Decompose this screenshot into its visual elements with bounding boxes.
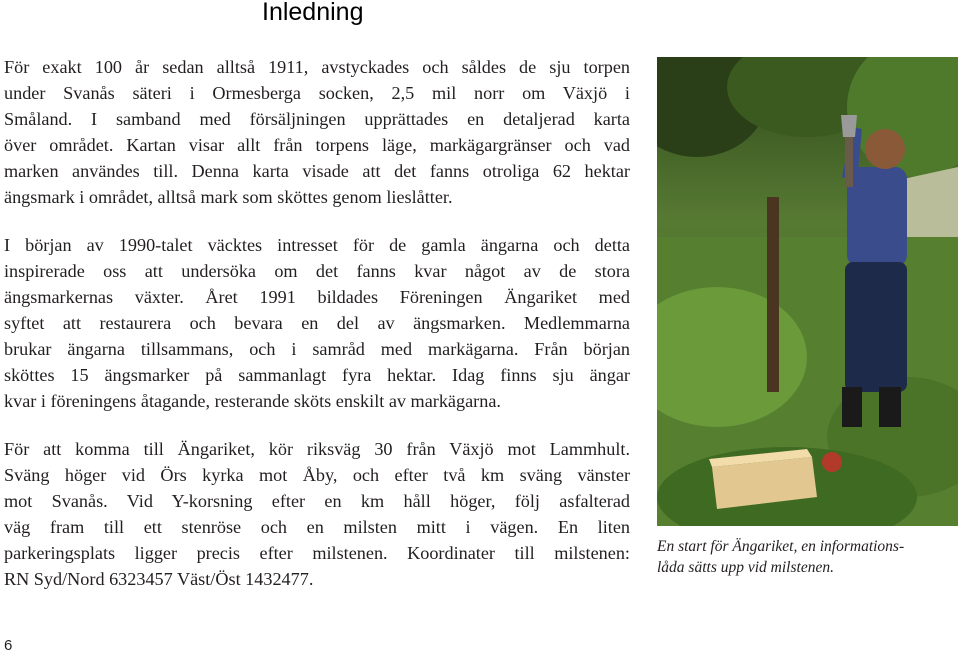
text-line: väg fram till ett stenröse och en milsten mitt i vägen. En liten (4, 517, 630, 537)
text-line: kvar i föreningens åtagande, resterande sköts enskilt av markägarna. (4, 391, 501, 411)
photo-illustration (657, 57, 958, 526)
text-line: syftet att restaurera och bevara en del av ängsmarken. Medlemmarna (4, 313, 630, 333)
intro-paragraph-1 (4, 54, 630, 210)
text-line: För att komma till Ängariket, kör riksväg 30 från Växjö mot Lammhult. (4, 439, 630, 459)
photo-caption (657, 536, 957, 578)
page-heading: Inledning (262, 0, 364, 26)
text-line: ängsmarkernas växter. Året 1991 bildades Föreningen Ängariket med (4, 287, 630, 307)
page-number: 6 (4, 637, 13, 654)
caption-line: låda sätts upp vid milstenen. (657, 559, 834, 576)
text-line: över området. Kartan visar allt från torpens läge, markägargränser och vad (4, 135, 630, 155)
photo-man-setting-post (657, 57, 958, 526)
text-line: RN Syd/Nord 6323457 Väst/Öst 1432477. (4, 569, 314, 589)
directions-paragraph (4, 436, 630, 592)
text-line: För exakt 100 år sedan alltså 1911, avstyckades och såldes de sju torpen (4, 57, 630, 77)
text-line: under Svanås säteri i Ormesberga socken, 2,5 mil norr om Växjö i (4, 83, 630, 103)
text-line: I början av 1990-talet väcktes intresset för de gamla ängarna och detta (4, 235, 630, 255)
text-line: sköttes 15 ängsmarker på sammanlagt fyra hektar. Idag finns sju ängar (4, 365, 630, 385)
caption-line: En start för Ängariket, en informations- (657, 538, 905, 555)
text-line: ängsmark i området, alltså mark som sköttes genom lieslåtter. (4, 187, 453, 207)
text-line: brukar ängarna tillsammans, och i samråd med markägarna. Från början (4, 339, 630, 359)
text-line: parkeringsplats ligger precis efter milstenen. Koordinater till milstenen: (4, 543, 630, 563)
text-line: mot Svanås. Vid Y-korsning efter en km håll höger, följ asfalterad (4, 491, 630, 511)
text-line: marken användes till. Denna karta visade att det fanns otroliga 62 hektar (4, 161, 630, 181)
text-line: inspirerade oss att undersöka om det fanns kvar något av de stora (4, 261, 630, 281)
text-line: Sväng höger vid Örs kyrka mot Åby, och efter två km sväng vänster (4, 465, 630, 485)
intro-paragraph-2 (4, 232, 630, 414)
text-line: Småland. I samband med försäljningen upprättades en detaljerad karta (4, 109, 630, 129)
